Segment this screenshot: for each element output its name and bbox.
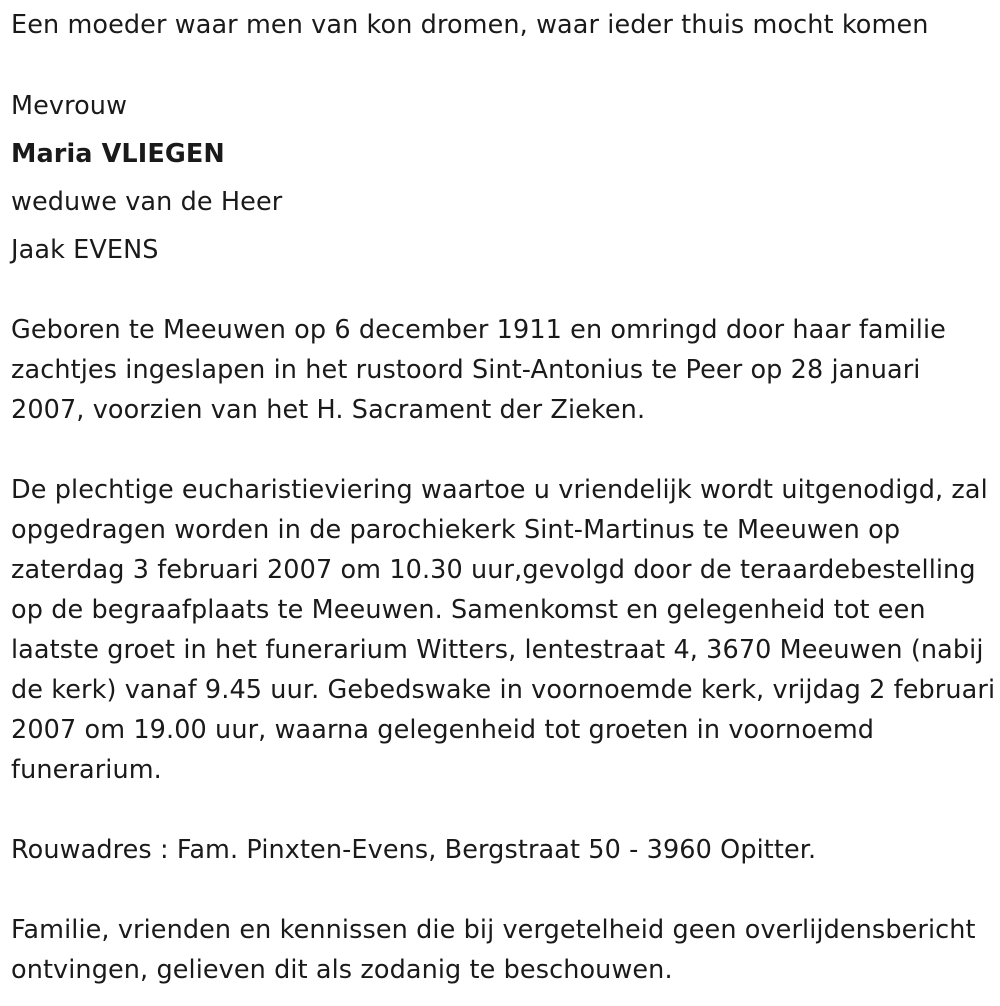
notice-paragraph: Familie, vrienden en kennissen die bij vergetelheid geen overlijdensbericht ontvingen, gelieven dit als zodanig te beschouwen. [11, 915, 976, 985]
relation-text: weduwe van de Heer [11, 187, 283, 217]
funeral-paragraph: De plechtige eucharistieviering waartoe u vriendelijk wordt uitgenodigd, zal opgedragen worden in de parochiekerk Sint-Martinus te Meeuwen op zaterdag 3 februari 2007 om 10.30 uur,gevolgd door de teraardebestelling op de begraafplaats te Meeuwen. Samenkomst en gelegenheid tot een laatste groet in het funerarium Witters, lentestraat 4, 3670 Meeuwen (nabij de kerk) vanaf 9.45 uur. Gebedswake in voornoemde kerk, vrijdag 2 februari 2007 om 19.00 uur, waarna gelegenheid tot groeten in voornoemd funerarium. [11, 475, 996, 785]
honorific: Mevrouw [11, 91, 128, 121]
address-paragraph: Rouwadres : Fam. Pinxten-Evens, Bergstraat 50 - 3960 Opitter. [11, 835, 817, 865]
motto-line: Een moeder waar men van kon dromen, waar ieder thuis mocht komen [11, 10, 929, 40]
deceased-name: Maria VLIEGEN [11, 139, 225, 169]
spouse-name: Jaak EVENS [11, 235, 159, 265]
birth-death-paragraph: Geboren te Meeuwen op 6 december 1911 en omringd door haar familie zachtjes ingeslapen in het rustoord Sint-Antonius te Peer op 28 januari 2007, voorzien van het H. Sacrament der Zieken. [11, 315, 946, 425]
